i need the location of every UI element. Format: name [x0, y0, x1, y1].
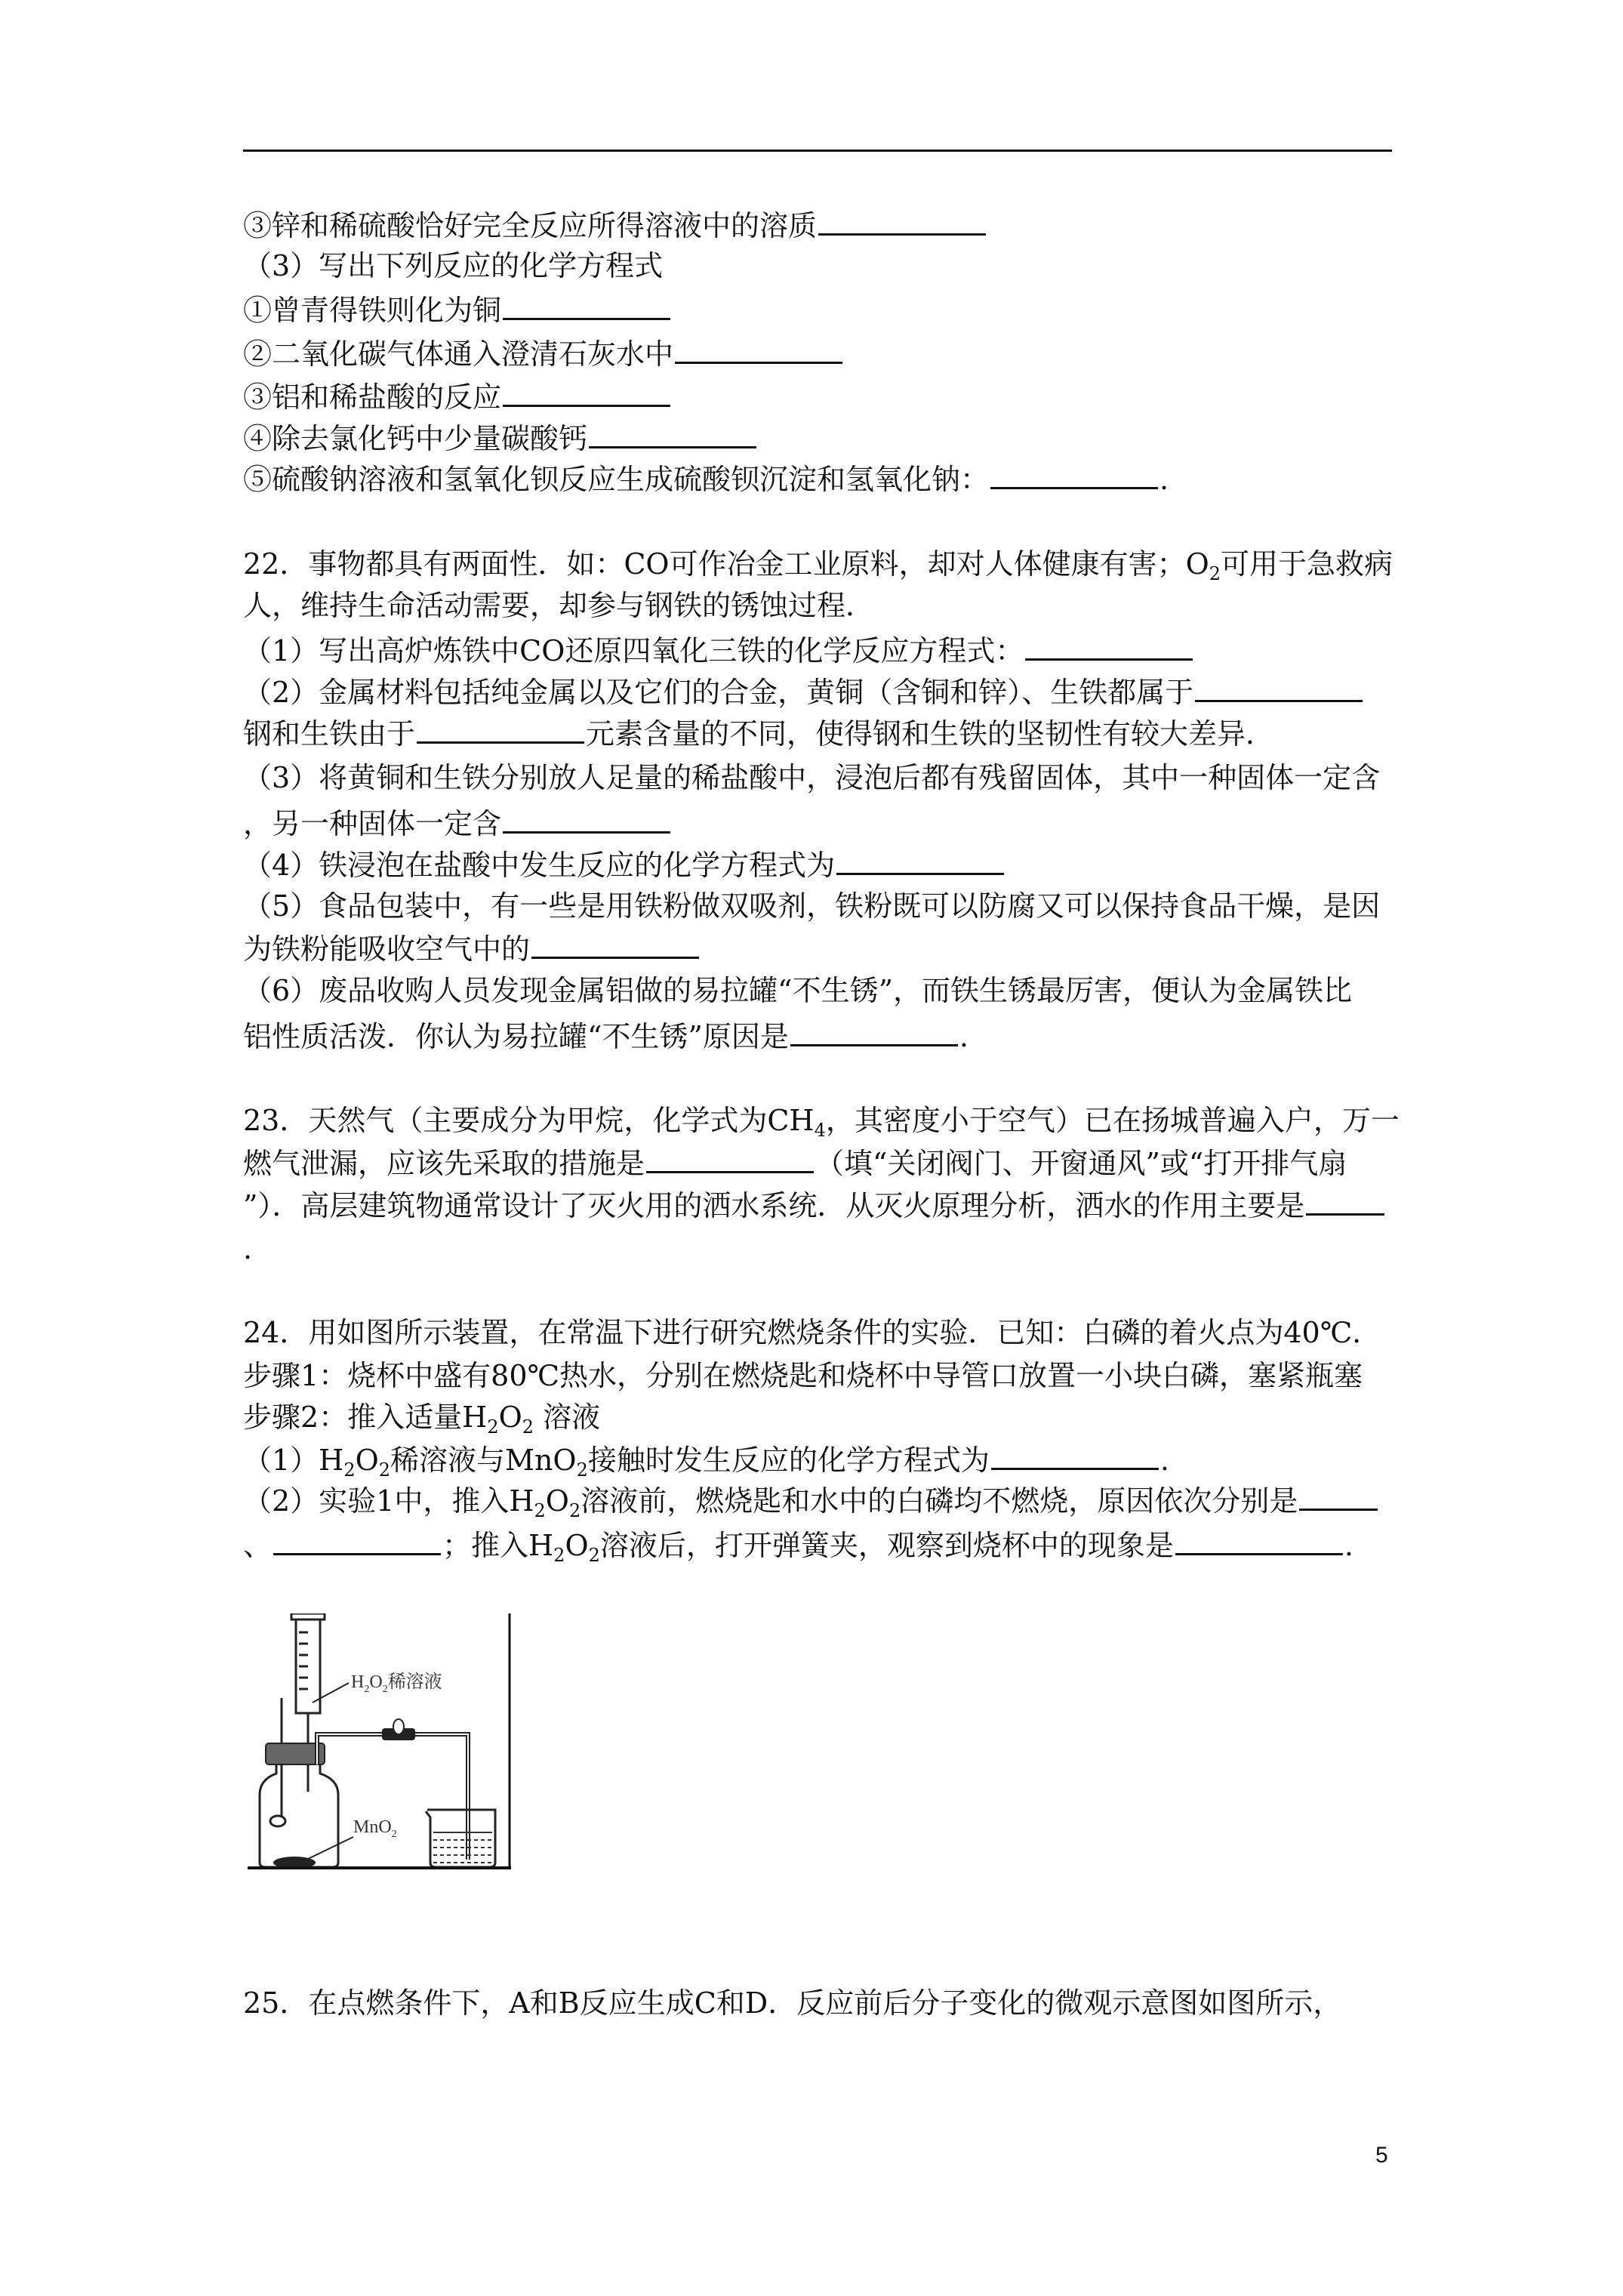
text-segment: 钢和生铁由于 — [243, 717, 416, 750]
delivery-tube — [317, 1734, 468, 1860]
text-segment: （填“关闭阀门、开窗通风”或“打开排气扇 — [815, 1147, 1347, 1180]
text-line — [243, 416, 758, 458]
answer-blank[interactable] — [417, 711, 584, 744]
text-segment: O — [545, 1484, 569, 1518]
text-segment: O — [498, 1401, 522, 1434]
text-segment: 人，维持生命活动需要，却参与钢铁的锈蚀过程． — [243, 589, 875, 622]
text-line — [243, 843, 1006, 885]
text-line — [243, 331, 844, 374]
text-line — [243, 1523, 1354, 1565]
answer-blank[interactable] — [1299, 1478, 1378, 1511]
text-segment: 步骤2：推入适量H — [243, 1401, 488, 1434]
text-segment: （2）金属材料包括纯金属以及它们的合金，黄铜（含铜和锌）、生铁都属于 — [243, 676, 1194, 709]
answer-blank[interactable] — [589, 416, 756, 448]
answer-blank[interactable] — [1195, 670, 1363, 702]
combustion-spoon — [270, 1816, 285, 1826]
text-segment: ”）．高层建筑物通常设计了灭火用的洒水系统．从灭火原理分析，洒水的作用主要是 — [243, 1189, 1305, 1222]
h2o2-label: $H_2O_2$稀溶液 — [351, 1672, 442, 1695]
subscript: 2 — [576, 1459, 588, 1481]
answer-blank[interactable] — [1306, 1183, 1384, 1216]
text-segment: . — [243, 1232, 253, 1265]
text-line — [243, 926, 701, 969]
subscript: 2 — [378, 1459, 391, 1481]
text-line — [243, 1438, 1169, 1480]
mno2-pointer — [306, 1837, 353, 1860]
text-segment: 步骤1：烧杯中盛有80℃热水，分别在燃烧匙和烧杯中导管口放置一小块白磷，塞紧瓶塞 — [243, 1359, 1363, 1392]
text-segment: O — [355, 1444, 379, 1477]
text-line — [243, 969, 1352, 1012]
text-line — [243, 1478, 1379, 1521]
text-segment: . — [959, 1020, 969, 1053]
mno2-label: MnO$_2$ — [353, 1817, 397, 1840]
spring-clamp — [382, 1719, 415, 1740]
answer-blank[interactable] — [531, 926, 699, 959]
text-segment: （3）写出下列反应的化学方程式 — [243, 249, 664, 282]
subscript: 2 — [487, 1416, 499, 1438]
subscript: 2 — [534, 1500, 546, 1521]
text-segment: 22．事物都具有两面性．如：CO可作冶金工业原料，却对人体健康有害；O — [243, 547, 1209, 581]
answer-blank[interactable] — [503, 288, 670, 320]
answer-blank[interactable] — [273, 1523, 441, 1555]
text-line — [243, 1354, 1363, 1397]
text-segment: 23．天然气（主要成分为甲烷，化学式为CH — [243, 1104, 815, 1137]
answer-blank[interactable] — [991, 1438, 1159, 1470]
text-segment: 25．在点燃条件下，A和B反应生成C和D．反应前后分子变化的微观示意图如图所示， — [243, 1986, 1342, 2020]
subscript: 2 — [522, 1416, 534, 1438]
subscript: 2 — [1209, 563, 1221, 584]
header-rule — [243, 149, 1392, 152]
text-segment: （6）废品收购人员发现金属铝做的易拉罐“不生锈”，而铁生锈最厉害，便认为金属铁比 — [243, 974, 1353, 1007]
text-line — [243, 457, 1169, 499]
text-segment: . — [1344, 1529, 1354, 1562]
text-segment: ③铝和稀盐酸的反应 — [243, 381, 502, 414]
text-segment: O — [565, 1529, 589, 1562]
page-number: 5 — [1375, 2143, 1388, 2168]
answer-blank[interactable] — [1025, 628, 1193, 661]
text-line — [243, 1982, 1341, 2024]
subscript: 2 — [588, 1545, 600, 1566]
apparatus-figure — [248, 1613, 513, 1870]
text-segment: . — [1160, 463, 1169, 496]
subscript: 2 — [343, 1459, 356, 1481]
gas-bottle — [260, 1764, 338, 1867]
text-segment: 溶液前，燃烧匙和水中的白磷均不燃烧，原因依次分别是 — [581, 1484, 1298, 1518]
text-line — [243, 670, 1364, 712]
answer-blank[interactable] — [990, 457, 1158, 489]
text-segment: （3）将黄铜和生铁分别放人足量的稀盐酸中，浸泡后都有残留固体，其中一种固体一定含 — [243, 761, 1381, 794]
text-segment: ；推入H — [442, 1529, 554, 1562]
text-segment: ④除去氯化钙中少量碳酸钙 — [243, 422, 588, 455]
hot-water — [433, 1832, 492, 1863]
text-line — [243, 1014, 969, 1056]
text-segment: 溶液后，打开弹簧夹，观察到烧杯中的现象是 — [599, 1529, 1174, 1562]
answer-blank[interactable] — [1175, 1523, 1343, 1555]
text-line — [243, 1396, 600, 1438]
text-line — [243, 543, 1393, 585]
text-segment: （1）写出高炉炼铁中CO还原四氧化三铁的化学反应方程式： — [243, 634, 1024, 667]
text-line — [243, 628, 1194, 670]
text-line — [243, 1311, 1381, 1354]
subscript: 2 — [568, 1500, 581, 1521]
text-line — [243, 245, 663, 287]
text-line — [243, 885, 1380, 927]
answer-blank[interactable] — [675, 331, 842, 364]
text-segment: ，另一种固体一定含 — [243, 807, 502, 840]
text-segment: 元素含量的不同，使得钢和生铁的坚韧性有较大差异． — [586, 717, 1275, 750]
text-segment: 溶液 — [534, 1401, 601, 1434]
answer-blank[interactable] — [790, 1014, 958, 1046]
beaker — [426, 1810, 495, 1867]
text-segment: 铝性质活泼．你认为易拉罐“不生锈”原因是 — [243, 1020, 789, 1053]
answer-blank[interactable] — [836, 843, 1004, 875]
answer-blank[interactable] — [503, 374, 670, 407]
answer-blank[interactable] — [818, 203, 986, 236]
text-line — [243, 711, 1274, 754]
text-line — [243, 584, 874, 627]
text-line — [243, 757, 1380, 799]
text-segment: ，其密度小于空气）已在扬城普遍入户，万一 — [825, 1104, 1400, 1137]
subscript: 2 — [553, 1545, 565, 1566]
text-segment: 稀溶液与MnO — [390, 1444, 577, 1477]
text-line — [243, 1183, 1386, 1225]
text-segment: 燃气泄漏，应该先采取的措施是 — [243, 1147, 645, 1180]
label-pointer — [313, 1683, 349, 1703]
text-segment: ⑤硫酸钠溶液和氢氧化钡反应生成硫酸钡沉淀和氢氧化钠： — [243, 463, 990, 496]
text-line — [243, 203, 987, 245]
text-segment: （1）H — [243, 1444, 344, 1477]
text-segment: . — [1160, 1444, 1169, 1477]
text-segment: ③锌和稀硫酸恰好完全反应所得溶液中的溶质 — [243, 209, 818, 242]
text-segment: （4）铁浸泡在盐酸中发生反应的化学方程式为 — [243, 849, 836, 882]
subscript: 4 — [814, 1120, 826, 1141]
text-line — [243, 801, 672, 843]
text-segment: 为铁粉能吸收空气中的 — [243, 932, 531, 966]
text-segment: ①曾青得铁则化为铜 — [243, 294, 502, 327]
text-segment: ②二氧化碳气体通入澄清石灰水中 — [243, 337, 674, 371]
text-segment: 接触时发生反应的化学方程式为 — [587, 1444, 990, 1477]
text-segment: 可用于急救病 — [1221, 547, 1394, 581]
text-line — [243, 1141, 1347, 1183]
text-segment: （5）食品包装中，有一些是用铁粉做双吸剂，铁粉既可以防腐又可以保持食品干燥，是因 — [243, 889, 1381, 923]
answer-blank[interactable] — [503, 801, 670, 834]
answer-blank[interactable] — [646, 1141, 814, 1173]
text-segment: 、 — [243, 1529, 273, 1562]
text-segment: 24．用如图所示装置，在常温下进行研究燃烧条件的实验．已知：白磷的着火点为40℃． — [243, 1316, 1381, 1349]
text-line — [243, 288, 672, 330]
text-line — [243, 374, 672, 417]
text-line — [243, 1228, 252, 1270]
text-line — [243, 1099, 1400, 1142]
text-segment: （2）实验1中，推入H — [243, 1484, 534, 1518]
